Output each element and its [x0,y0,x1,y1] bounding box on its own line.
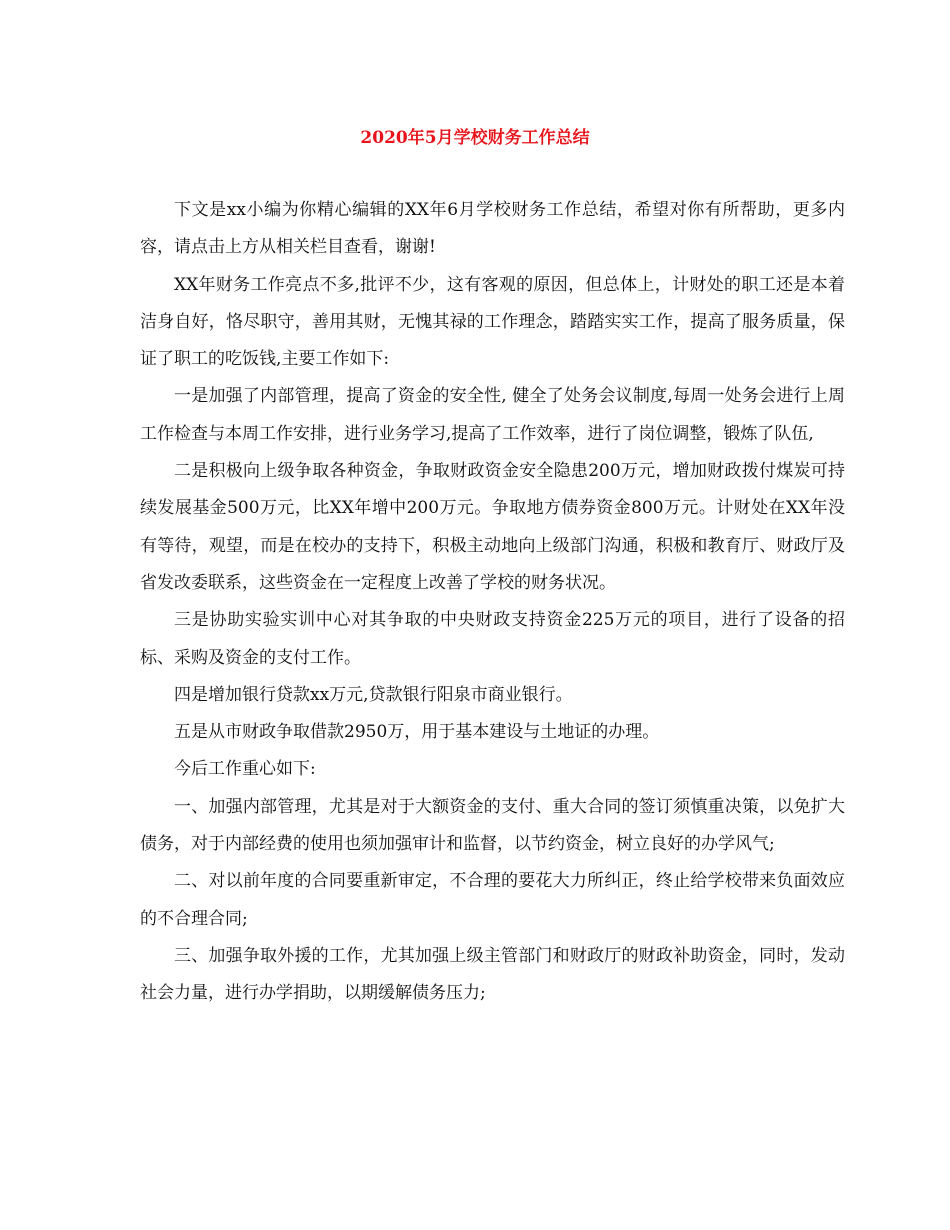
document-body [140,192,845,1013]
paragraph-intro: 下文是xx小编为你精心编辑的XX年6月学校财务工作总结，希望对你有所帮助，更多内容，请点击上方从相关栏目查看，谢谢! [140,200,845,258]
paragraph-future-3: 三、加强争取外援的工作，尤其加强上级主管部门和财政厅的财政补助资金，同时，发动社会力量，进行办学捐助，以期缓解债务压力; [140,945,845,1004]
paragraph-item-5: 五是从市财政争取借款2950万，用于基本建设与土地证的办理。 [174,722,660,743]
paragraph-item-2: 二是积极向上级争取各种资金，争取财政资金安全隐患200万元，增加财政拨付煤炭可持续发展基金500万元，比XX年增中200万元。争取地方债券资金800万元。计财处在XX年没有等待，观望，而是在校办的支持下，积极主动地向上级部门沟通，积极和教育厅、财政厅及省发改委联系，这些资金在一定程度上改善了学校的财务状况。 [140,461,845,593]
document-title: 2020年5月学校财务工作总结 [360,128,590,148]
paragraph-item-1: 一是加强了内部管理，提高了资金的安全性, 健全了处务会议制度,每周一处务会进行上周工作检查与本周工作安排，进行业务学习,提高了工作效率，进行了岗位调整，锻炼了队伍, [140,386,845,444]
paragraph-future-2: 二、对以前年度的合同要重新审定，不合理的要花大力所纠正，终止给学校带来负面效应的不合理合同; [140,871,845,929]
paragraph-item-3: 三是协助实验实训中心对其争取的中央财政支持资金225万元的项目，进行了设备的招标、采购及资金的支付工作。 [140,610,845,668]
paragraph-future-1: 一、加强内部管理，尤其是对于大额资金的支付、重大合同的签订须慎重决策，以免扩大债务，对于内部经费的使用也须加强审计和监督，以节约资金，树立良好的办学风气; [140,796,845,855]
paragraph-overview: XX年财务工作亮点不多,批评不少，这有客观的原因，但总体上，计财处的职工还是本着洁身自好，恪尽职守，善用其财，无愧其禄的工作理念，踏踏实实工作，提高了服务质量，保证了职工的吃饭钱,主要工作如下: [140,274,845,370]
paragraph-future-heading: 今后工作重心如下: [174,759,316,780]
paragraph-item-4: 四是增加银行贷款xx万元,贷款银行阳泉市商业银行。 [174,684,573,705]
